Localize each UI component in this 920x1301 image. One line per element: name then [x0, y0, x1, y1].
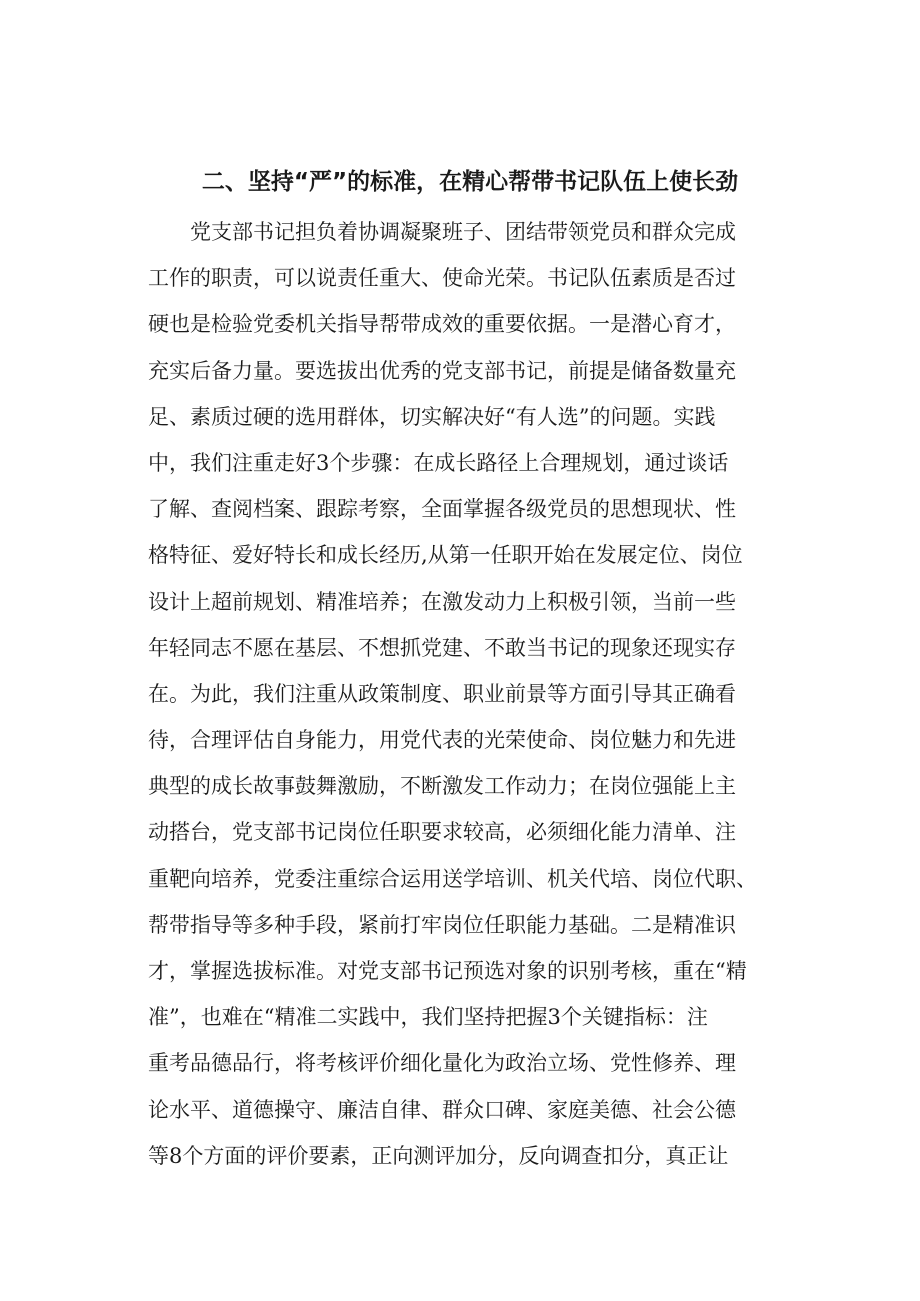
paragraph-line: 在。为此，我们注重从政策制度、职业前景等方面引导其正确看 — [148, 681, 736, 706]
paragraph-line: 动搭台，党支部书记岗位任职要求较高，必须细化能力清单、注 — [148, 820, 736, 845]
paragraph-line: 待，合理评估自身能力，用党代表的光荣使命、岗位魅力和先进 — [148, 728, 736, 753]
paragraph-line: 充实后备力量。要选拔出优秀的党支部书记，前提是储备数量充 — [148, 358, 736, 383]
paragraph-line: 等8个方面的评价要素，正向测评加分，反向调查扣分，真正让 — [148, 1143, 729, 1168]
paragraph-line: 了解、查阅档案、跟踪考察，全面掌握各级党员的思想现状、性 — [148, 497, 736, 522]
paragraph-line: 论水平、道德操守、廉洁自律、群众口碑、家庭美德、社会公德 — [148, 1097, 736, 1122]
paragraph-line: 硬也是检验党委机关指导帮带成效的重要依据。一是潜心育才， — [148, 312, 736, 337]
paragraph-line: 准”，也难在“精准二实践中，我们坚持把握3个关键指标：注 — [148, 1005, 708, 1030]
paragraph-line: 才，掌握选拔标准。对党支部书记预选对象的识别考核，重在“精 — [148, 959, 747, 983]
paragraph-line: 典型的成长故事鼓舞激励，不断激发工作动力；在岗位强能上主 — [148, 774, 736, 799]
body-paragraph — [148, 209, 798, 1179]
paragraph-line: 党支部书记担负着协调凝聚班子、团结带领党员和群众完成 — [148, 220, 736, 244]
paragraph-line: 工作的职责，可以说责任重大、使命光荣。书记队伍素质是否过 — [148, 266, 736, 291]
paragraph-line: 帮带指导等多种手段，紧前打牢岗位任职能力基础。二是精准识 — [148, 912, 736, 937]
paragraph-line: 重靶向培养，党委注重综合运用送学培训、机关代培、岗位代职、 — [148, 866, 757, 891]
paragraph-line: 重考品德品行，将考核评价细化量化为政治立场、党性修养、理 — [148, 1051, 736, 1076]
paragraph-line: 足、素质过硬的选用群体，切实解决好“有人选”的问题。实践 — [148, 404, 716, 429]
section-heading: 二、坚持“严”的标准，在精心帮带书记队伍上使长劲 — [201, 169, 739, 195]
paragraph-line: 格特征、爱好特长和成长经历,从第一任职开始在发展定位、岗位 — [148, 543, 743, 568]
paragraph-line: 中，我们注重走好3个步骤：在成长路径上合理规划，通过谈话 — [148, 450, 729, 475]
paragraph-line: 年轻同志不愿在基层、不想抓党建、不敢当书记的现象还现实存 — [148, 635, 736, 660]
paragraph-line: 设计上超前规划、精准培养；在激发动力上积极引领，当前一些 — [148, 589, 736, 614]
